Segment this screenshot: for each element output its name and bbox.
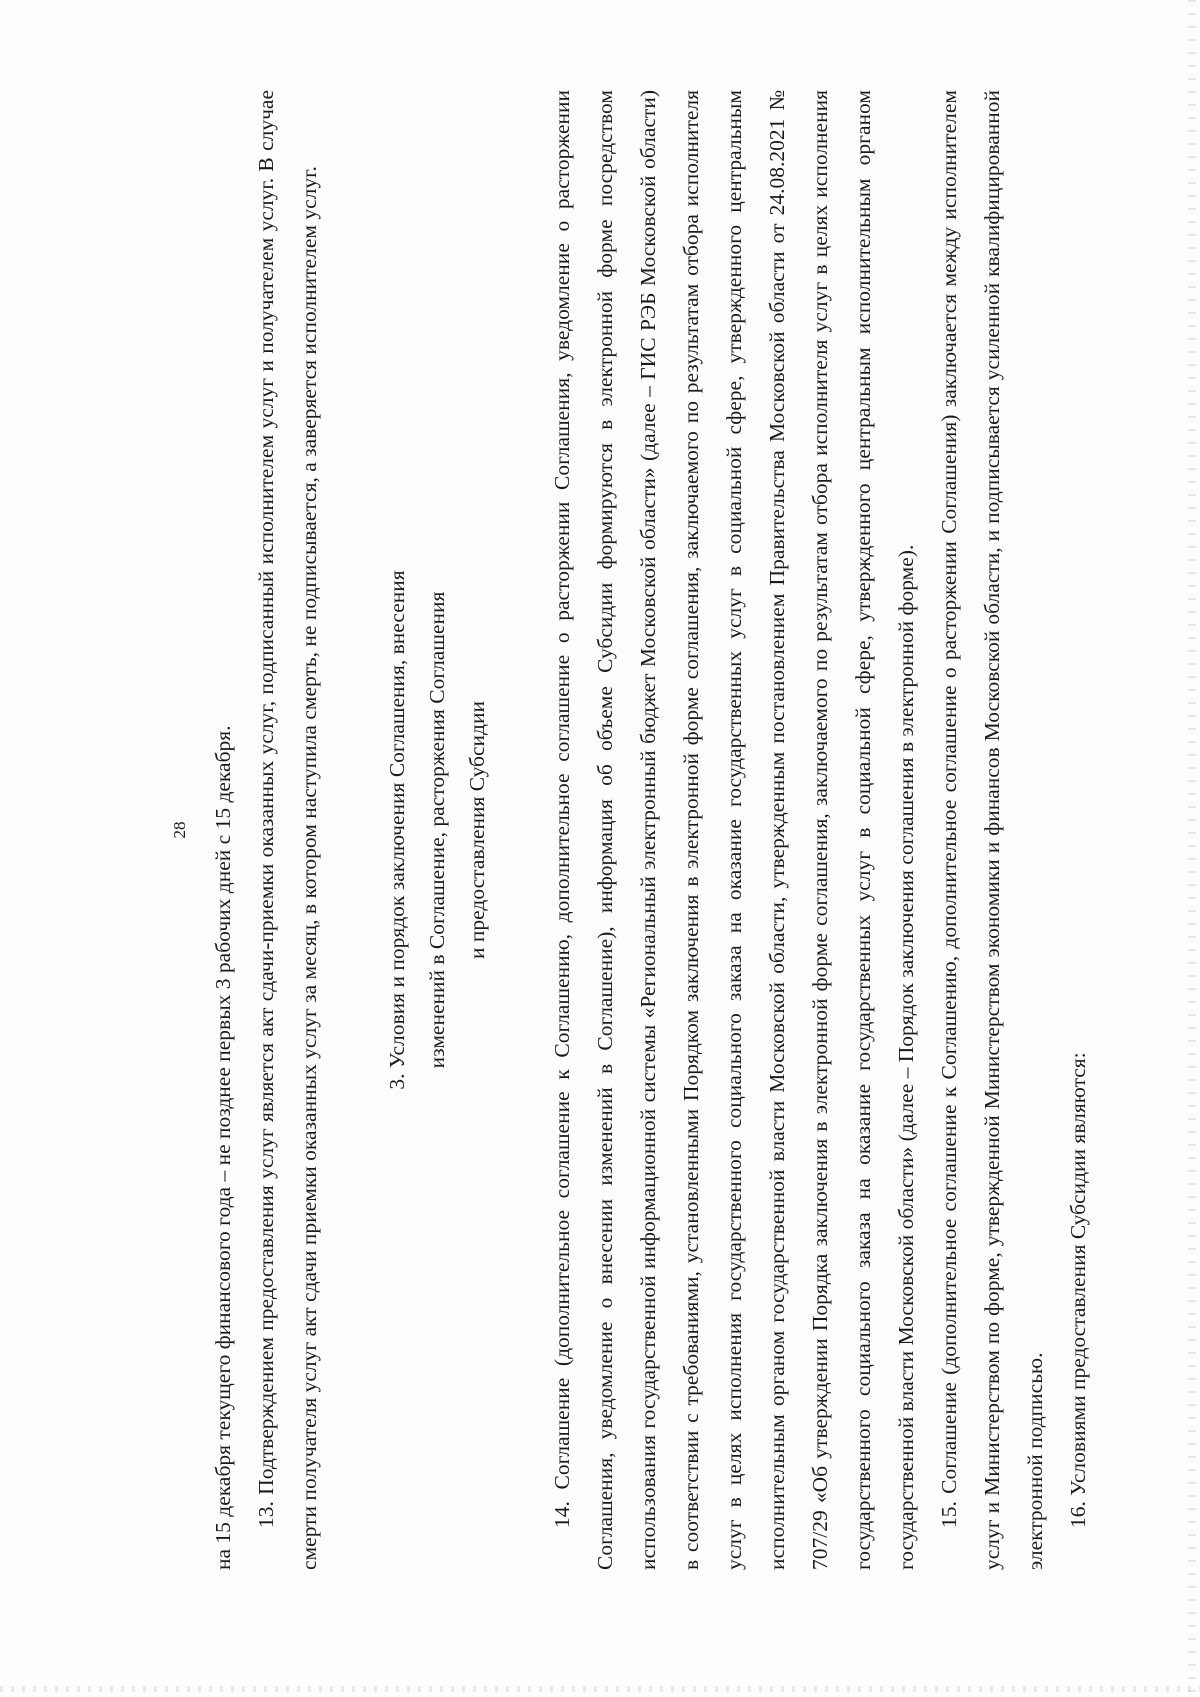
section-heading-line-1: 3. Условия и порядок заключения Соглашения, внесения: [385, 570, 409, 1090]
rotated-content: [170, 90, 1090, 1570]
page-number: 28: [170, 821, 189, 839]
paragraph-16: 16. Условиями предоставления Субсидии являются:: [1066, 1052, 1090, 1528]
paragraph-15: 15. Соглашение (дополнительное соглашение к Соглашению, дополнительное соглашение о расторжении Соглашения) заключается между исполнителем услуг и Министерством по форме, утвержденной Министерством экономики и финансов Московской области, и подписывается усиленной квалифицированной электронной подписью.: [937, 90, 1047, 1570]
section-heading-line-2: изменений в Соглашение, расторжения Соглашения: [425, 591, 449, 1069]
paragraph-14: 14. Соглашение (дополнительное соглашение к Соглашению, дополнительное соглашение о расторжении Соглашения, уведомление о расторжении Соглашения, уведомление о внесении изменений в Соглашение), информация об объеме Субсидии формируются в электронной форме посредством использования государственной информационной системы «Региональный электронный бюджет Московской области» (далее – ГИС РЭБ Московской области) в соответствии с требованиями, установленными Порядком заключения в электронной форме соглашения, заключаемого по результатам отбора исполнителя услуг в целях исполнения государственного социального заказа на оказание государственных услуг в социальной сфере, утвержденного центральным исполнительным органом государственной власти Московской области, утвержденным постановлением Правительства Московской области от 24.08.2021 № 707/29 «Об утверждении Порядка заключения в электронной форме соглашения, заключаемого по результатам отбора исполнителя услуг в целях исполнения государственного социального заказа на оказание государственных услуг в социальной сфере, утвержденного центральным исполнительным органом государственной власти Московской области» (далее – Порядок заключения соглашения в электронной форме).: [550, 90, 918, 1570]
section-heading-line-3: и предоставления Субсидии: [465, 701, 489, 959]
section-heading: [377, 90, 497, 1570]
scan-edge-noise: [1188, 0, 1196, 1697]
paragraph-continuation: на 15 декабря текущего финансового года – не позднее первых 3 рабочих дней с 15 декабря.: [211, 725, 235, 1570]
document-body: [202, 90, 1100, 1570]
scan-bottom-noise: [0, 1686, 1200, 1692]
paragraph-13: 13. Подтверждением предоставления услуг является акт сдачи-приемки оказанных услуг, подписанный исполнителем услуг и получателем услуг. В случае смерти получателя услуг акт сдачи приемки оказанных услуг за месяц, в котором наступила смерть, не подписывается, а заверяется исполнителем услуг.: [254, 90, 321, 1570]
